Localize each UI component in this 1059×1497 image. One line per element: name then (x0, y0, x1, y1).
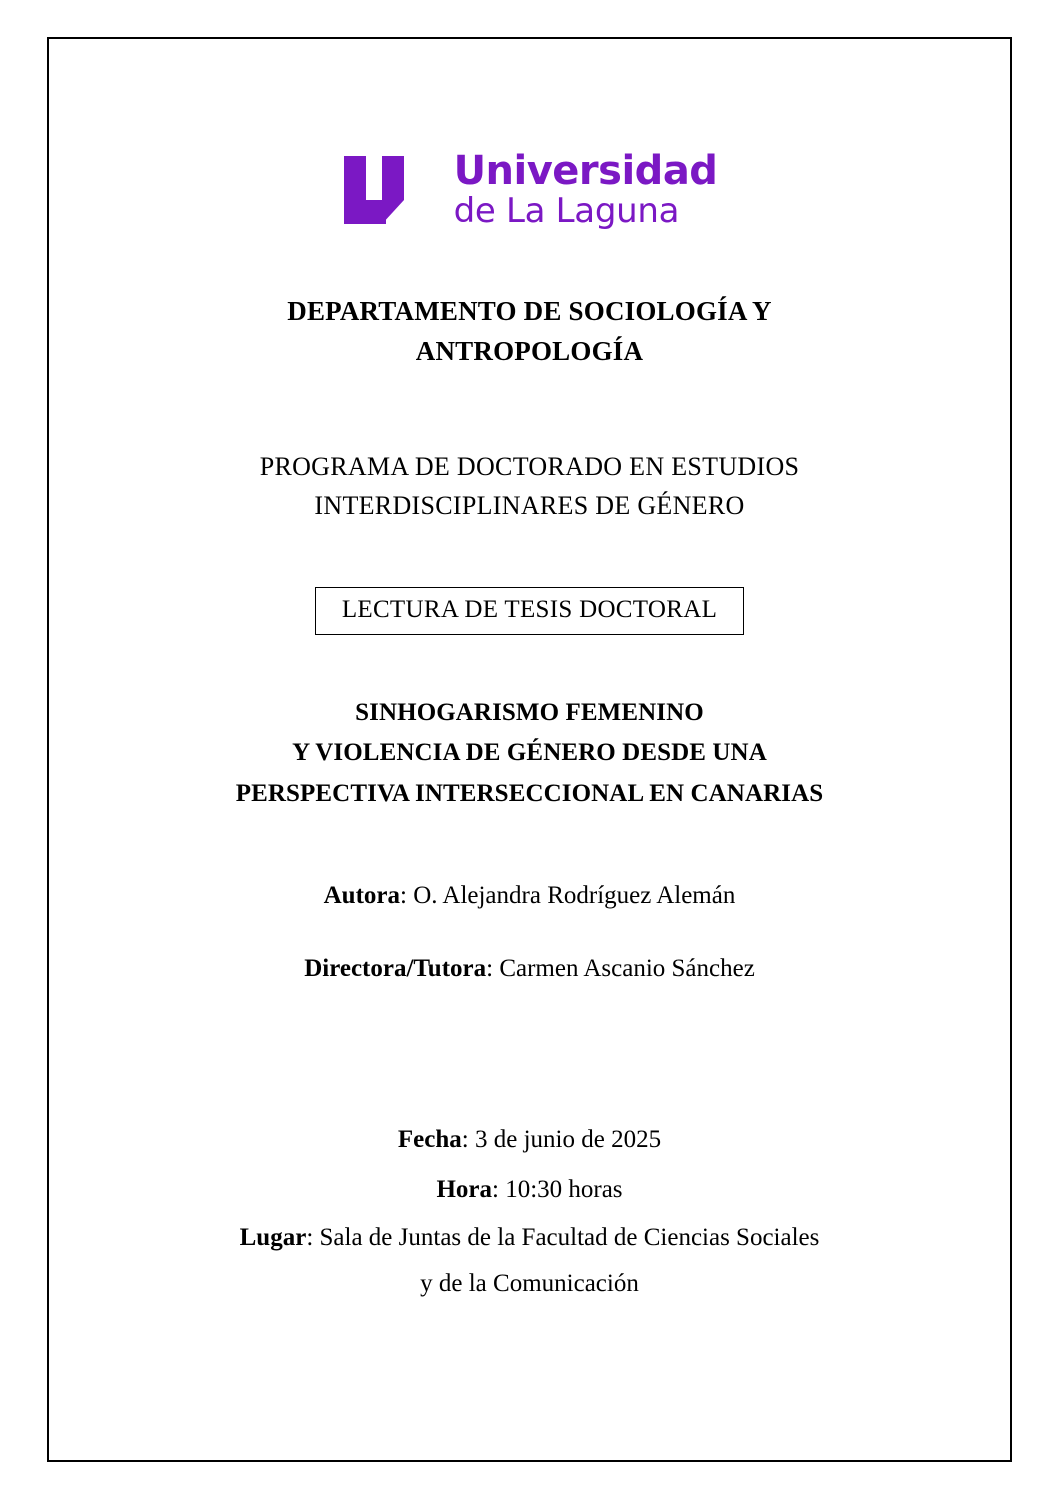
place-value-line-2: y de la Comunicación (420, 1270, 639, 1298)
time-row (127, 1165, 932, 1215)
author-row (127, 880, 932, 913)
logo-line-2: de La Laguna (453, 191, 680, 231)
program-heading (127, 447, 932, 525)
director-name: Carmen Ascanio Sánchez (499, 954, 755, 982)
logo-wordmark (454, 149, 718, 230)
thesis-title-line-2: Y VIOLENCIA DE GÉNERO DESDE UNA (292, 739, 767, 767)
document-content (47, 37, 1012, 1462)
thesis-title-line-1: SINHOGARISMO FEMENINO (355, 698, 704, 726)
date-value: 3 de junio de 2025 (474, 1126, 662, 1154)
people-section (127, 880, 932, 985)
director-separator: : (486, 954, 494, 982)
date-row (127, 1115, 932, 1165)
department-line-1: DEPARTAMENTO DE SOCIOLOGÍA Y (287, 296, 772, 327)
event-type-container (127, 587, 932, 635)
time-label: Hora (436, 1176, 492, 1204)
program-line-1: PROGRAMA DE DOCTORADO EN ESTUDIOS (259, 451, 800, 481)
time-separator: : (491, 1176, 499, 1204)
director-label: Directora/Tutora (304, 954, 487, 982)
time-value: 10:30 horas (505, 1176, 623, 1204)
author-name: O. Alejandra Rodríguez Alemán (413, 882, 736, 910)
place-row (127, 1215, 932, 1261)
place-row-continued (127, 1261, 932, 1307)
program-line-2: INTERDISCIPLINARES DE GÉNERO (314, 490, 745, 520)
place-label: Lugar (239, 1224, 307, 1252)
director-row (127, 953, 932, 986)
thesis-title-line-3: PERSPECTIVA INTERSECCIONAL EN CANARIAS (235, 779, 824, 807)
place-separator: : (306, 1224, 314, 1252)
department-heading (127, 292, 932, 370)
date-separator: : (461, 1126, 469, 1154)
ull-logo-icon (342, 154, 434, 226)
logo-line-1: Universidad (453, 148, 718, 194)
thesis-title (127, 693, 932, 815)
logistics-section (127, 1115, 932, 1308)
date-label: Fecha (397, 1126, 462, 1154)
event-type-badge: LECTURA DE TESIS DOCTORAL (315, 587, 744, 635)
author-label: Autora (323, 882, 401, 910)
author-separator: : (400, 882, 407, 910)
department-line-2: ANTROPOLOGÍA (415, 335, 644, 366)
university-logo (127, 149, 932, 230)
place-value: Sala de Juntas de la Facultad de Ciencias Sociales (319, 1224, 820, 1252)
